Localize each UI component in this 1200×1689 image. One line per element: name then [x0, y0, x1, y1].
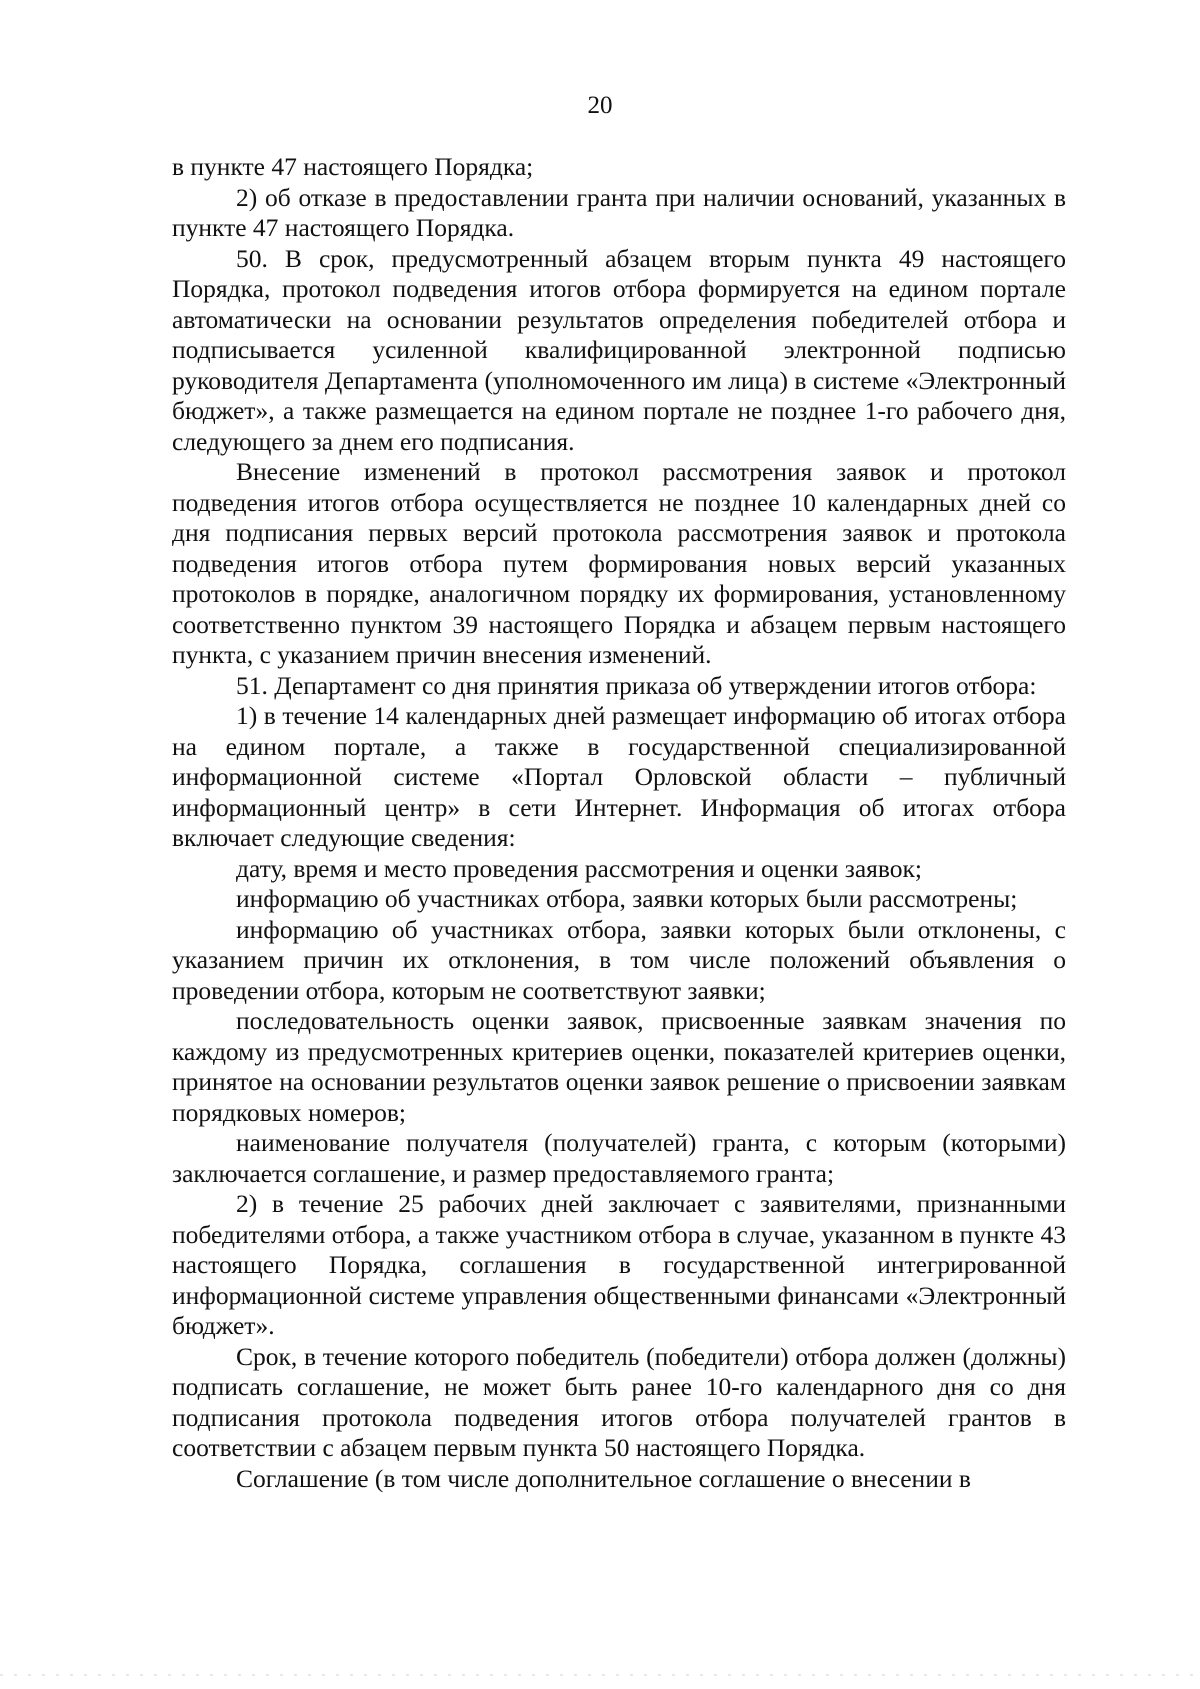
paragraph-info-evaluation: последовательность оценки заявок, присвоенные заявкам значения по каждому из предусмотренных критериев оценки, показателей критериев оценки, принятое на основании результатов оценки заявок решение о присвоении заявкам порядковых номеров;	[172, 1006, 1066, 1127]
paragraph-agreement-start: Соглашение (в том числе дополнительное соглашение о внесении в	[236, 1463, 971, 1493]
paragraph-clause-51: 51. Департамент со дня принятия приказа об утверждении итогов отбора:	[236, 670, 1037, 700]
page-number: 20	[587, 92, 613, 119]
paragraph-item-2-agreement: 2) в течение 25 рабочих дней заключает с заявителями, признанными победителями отбора, а также участником отбора в случае, указанном в пункте 43 настоящего Порядка, соглашения в государственной интегрированной информационной системе управления общественными финансами «Электронный бюджет».	[172, 1189, 1066, 1340]
paragraph-info-date-place: дату, время и место проведения рассмотрения и оценки заявок;	[236, 853, 922, 883]
paragraph-clause-50: 50. В срок, предусмотренный абзацем вторым пункта 49 настоящего Порядка, протокол подведения итогов отбора формируется на едином портале автоматически на основании результатов определения победителей отбора и подписывается усиленной квалифицированной электронной подписью руководителя Департамента (уполномоченного им лица) в системе «Электронный бюджет», а также размещается на едином портале не позднее 1-го рабочего дня, следующего за днем его подписания.	[172, 243, 1066, 456]
paragraph-info-recipient: наименование получателя (получателей) гранта, с которым (которыми) заключается соглашение, и размер предоставляемого гранта;	[172, 1128, 1066, 1188]
paragraph-signing-term: Срок, в течение которого победитель (победители) отбора должен (должны) подписать соглашение, не может быть ранее 10-го календарного дня со дня подписания протокола подведения итогов отбора получателей грантов в соответствии с абзацем первым пункта 50 настоящего Порядка.	[172, 1341, 1066, 1462]
scan-artifact-line	[0, 1674, 1200, 1676]
paragraph-item-2-refusal: 2) об отказе в предоставлении гранта при наличии оснований, указанных в пункте 47 настоящего Порядка.	[172, 182, 1066, 242]
paragraph-item-1-publication: 1) в течение 14 календарных дней размещает информацию об итогах отбора на едином портале, а также в государственной специализированной информационной системе «Портал Орловской области – публичный информационный центр» в сети Интернет. Информация об итогах отбора включает следующие сведения:	[172, 701, 1066, 852]
paragraph-continuation: в пункте 47 настоящего Порядка;	[172, 152, 534, 181]
paragraph-protocol-changes: Внесение изменений в протокол рассмотрения заявок и протокол подведения итогов отбора осуществляется не позднее 10 календарных дней со дня подписания первых версий протокола рассмотрения заявок и протокола подведения итогов отбора путем формирования новых версий указанных протоколов в порядке, аналогичном порядку их формирования, установленному соответственно пунктом 39 настоящего Порядка и абзацем первым настоящего пункта, с указанием причин внесения изменений.	[172, 457, 1066, 669]
document-body	[172, 152, 1066, 1494]
paragraph-info-rejected: информацию об участниках отбора, заявки которых были отклонены, с указанием причин их отклонения, в том числе положений объявления о проведении отбора, которым не соответствуют заявки;	[172, 914, 1066, 1005]
paragraph-info-reviewed: информацию об участниках отбора, заявки которых были рассмотрены;	[236, 884, 1018, 913]
